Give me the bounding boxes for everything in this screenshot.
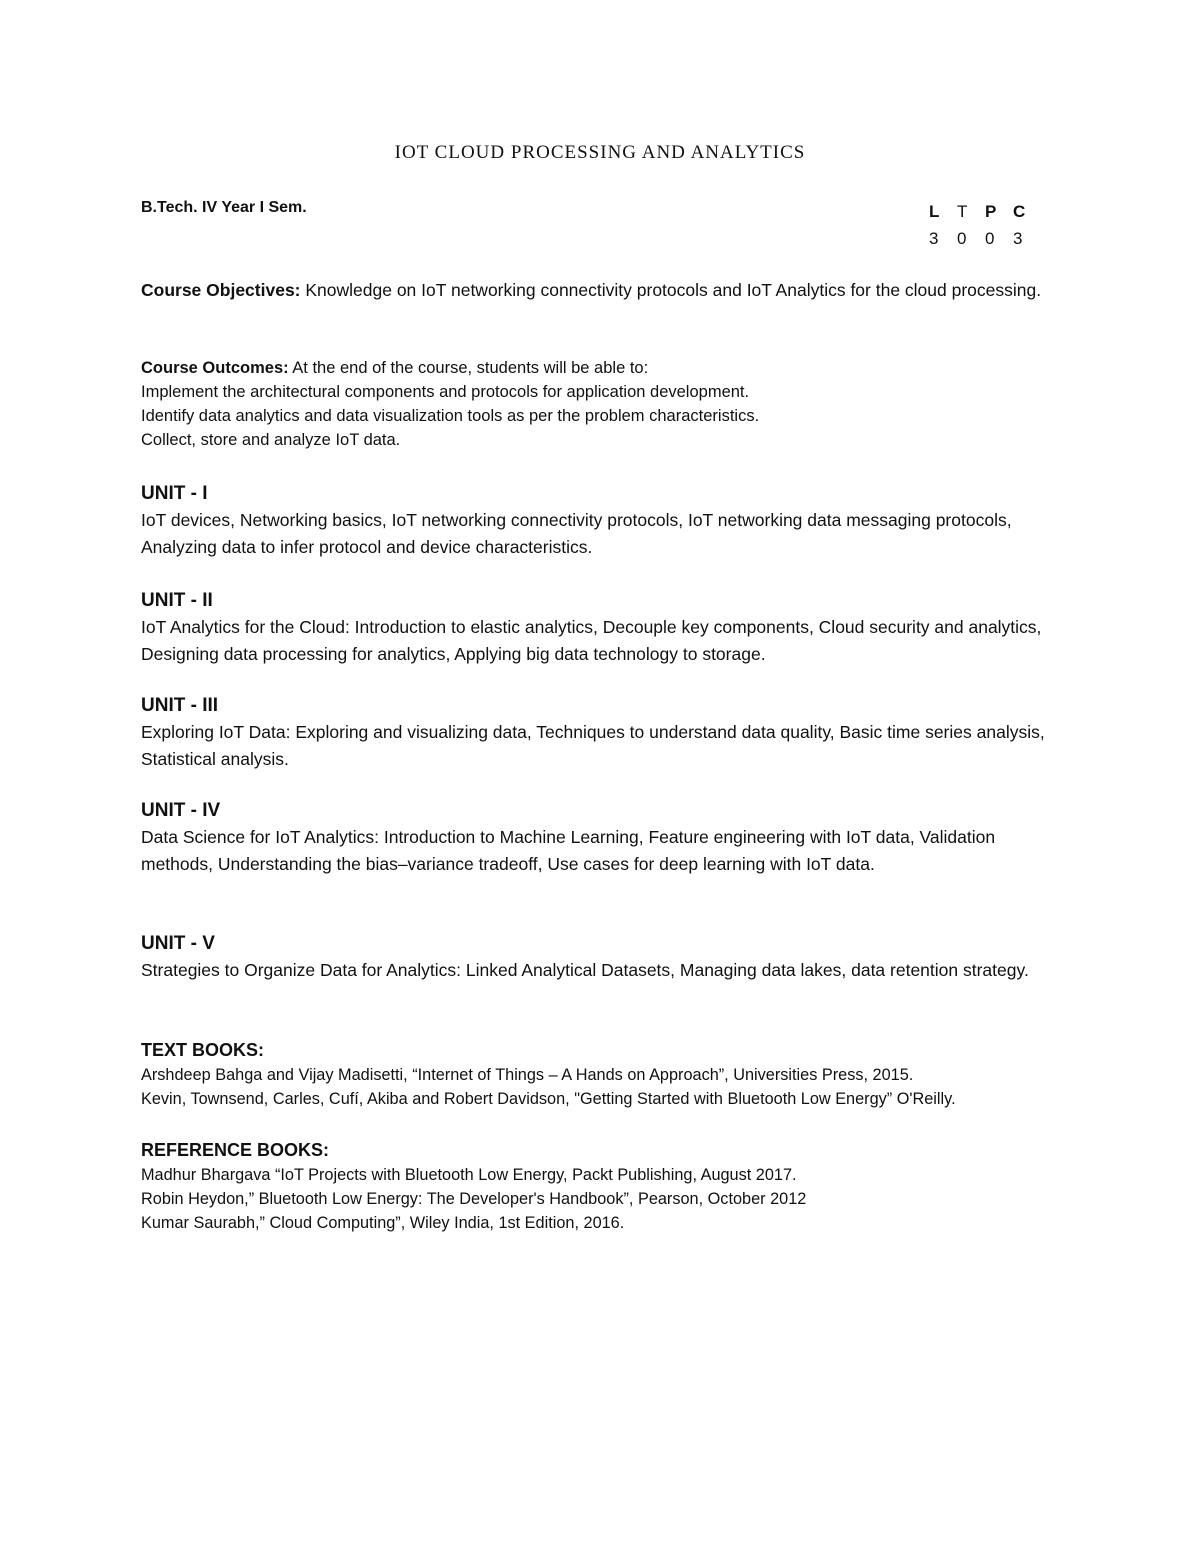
ltpc-header-c: C [1013, 202, 1026, 221]
ltpc-value-l: 3 [929, 229, 939, 248]
unit-title: UNIT - I [141, 483, 208, 504]
unit-title: UNIT - II [141, 590, 213, 611]
objectives-text: Knowledge on IoT networking connectivity protocols and IoT Analytics for the cloud processing. [300, 280, 1042, 300]
text-book-item: Kevin, Townsend, Carles, Cufí, Akiba and Robert Davidson, "Getting Started with Bluetooth Low Energy” O'Reilly. [141, 1090, 956, 1108]
unit-4 [141, 798, 1061, 877]
unit-1 [141, 481, 1061, 560]
unit-3 [141, 693, 1061, 772]
unit-text: Exploring IoT Data: Exploring and visualizing data, Techniques to understand data quality, Basic time series analysis, Statistical analysis. [141, 722, 1045, 769]
ltpc-value-p: 0 [985, 229, 995, 248]
ltpc-value-c: 3 [1013, 229, 1023, 248]
ltpc-value-t: 0 [957, 229, 967, 248]
ltpc-value-row [929, 225, 1041, 252]
text-book-item: Arshdeep Bahga and Vijay Madisetti, “Internet of Things – A Hands on Approach”, Universities Press, 2015. [141, 1066, 914, 1084]
page-title: IOT CLOUD PROCESSING AND ANALYTICS [394, 142, 806, 163]
unit-title: UNIT - IV [141, 800, 221, 821]
text-books [141, 1037, 1141, 1111]
reference-book-item: Madhur Bhargava “IoT Projects with Bluetooth Low Energy, Packt Publishing, August 2017. [141, 1166, 797, 1184]
ltpc-header-row [929, 198, 1041, 225]
reference-book-item: Kumar Saurabh,” Cloud Computing”, Wiley India, 1st Edition, 2016. [141, 1214, 625, 1232]
course-outcomes [141, 356, 1061, 452]
outcome-item: Collect, store and analyze IoT data. [141, 431, 401, 449]
unit-title: UNIT - V [141, 933, 215, 954]
outcome-item: Identify data analytics and data visualization tools as per the problem characteristics. [141, 407, 760, 425]
unit-text: Data Science for IoT Analytics: Introduction to Machine Learning, Feature engineering with IoT data, Validation methods, Understanding the bias–variance tradeoff, Use cases for deep learning with IoT data. [141, 827, 996, 874]
outcomes-intro: At the end of the course, students will be able to: [288, 359, 649, 377]
unit-5 [141, 931, 1061, 984]
unit-text: Strategies to Organize Data for Analytics: Linked Analytical Datasets, Managing data lakes, data retention strategy. [141, 960, 1029, 980]
reference-books-heading: REFERENCE BOOKS: [141, 1140, 330, 1160]
objectives-label: Course Objectives: [141, 280, 301, 300]
ltpc-header-t: T [957, 202, 968, 221]
text-books-heading: TEXT BOOKS: [141, 1040, 265, 1060]
reference-books [141, 1137, 1141, 1235]
outcome-item: Implement the architectural components and protocols for application development. [141, 383, 750, 401]
unit-text: IoT devices, Networking basics, IoT networking connectivity protocols, IoT networking data messaging protocols, Analyzing data to infer protocol and device characteristics. [141, 510, 1012, 557]
ltpc-table [929, 198, 1041, 252]
semester-label: B.Tech. IV Year I Sem. [141, 199, 307, 216]
unit-text: IoT Analytics for the Cloud: Introduction to elastic analytics, Decouple key components, Cloud security and analytics, Designing data processing for analytics, Applying big data technology to storage. [141, 617, 1042, 664]
ltpc-header-l: L [929, 202, 940, 221]
unit-title: UNIT - III [141, 695, 219, 716]
course-objectives [141, 277, 1061, 304]
reference-book-item: Robin Heydon,” Bluetooth Low Energy: The Developer's Handbook”, Pearson, October 2012 [141, 1190, 807, 1208]
ltpc-header-p: P [985, 202, 997, 221]
outcomes-label: Course Outcomes: [141, 359, 289, 377]
unit-2 [141, 588, 1061, 667]
